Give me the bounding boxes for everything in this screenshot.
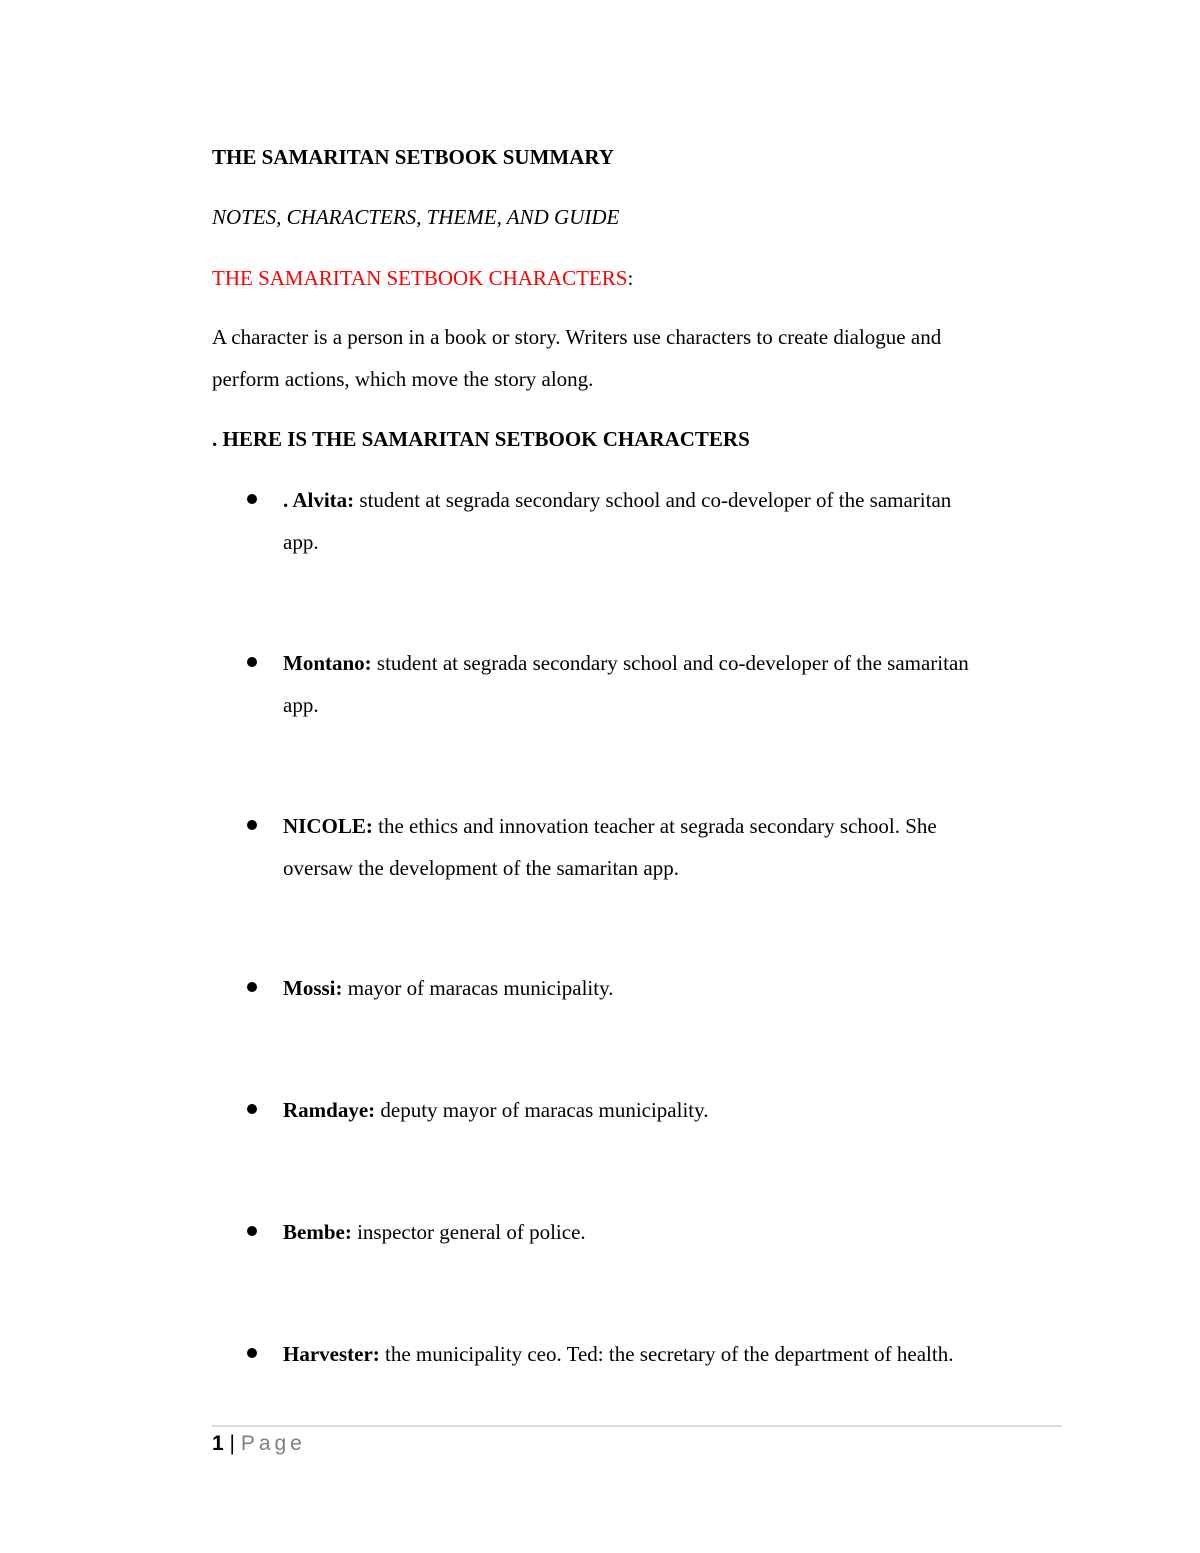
character-name: Ramdaye: — [283, 1098, 376, 1122]
footer-separator: | — [223, 1432, 241, 1455]
bullet-icon — [247, 494, 257, 504]
character-name: Bembe: — [283, 1220, 352, 1244]
character-description: inspector general of police. — [351, 1220, 586, 1244]
character-description: deputy mayor of maracas municipality. — [375, 1098, 709, 1122]
section-heading-colon: : — [627, 266, 634, 290]
intro-paragraph-line-2: perform actions, which move the story along. — [212, 367, 594, 391]
bullet-icon — [247, 657, 257, 667]
footer-divider — [212, 1425, 1062, 1427]
character-entry-line-1 — [283, 814, 937, 838]
bullet-icon — [247, 1348, 257, 1358]
character-entry-line-1 — [283, 1220, 586, 1244]
character-name: Alvita: — [292, 488, 355, 512]
bullet-icon — [247, 1226, 257, 1236]
intro-paragraph-line-1: A character is a person in a book or story. Writers use characters to create dialogue and — [212, 325, 942, 349]
character-list-heading: . HERE IS THE SAMARITAN SETBOOK CHARACTERS — [212, 427, 750, 451]
section-heading — [212, 266, 633, 290]
document-subtitle: NOTES, CHARACTERS, THEME, AND GUIDE — [212, 205, 620, 229]
character-description: the municipality ceo. Ted: the secretary of the department of health. — [379, 1342, 954, 1366]
character-name: Mossi: — [283, 976, 343, 1000]
character-entry-line-1 — [283, 1098, 709, 1122]
character-entry-line-1 — [283, 1342, 953, 1366]
character-entry-line-2: app. — [283, 530, 319, 554]
character-description: the ethics and innovation teacher at segrada secondary school. She — [372, 814, 937, 838]
character-entry-line-1 — [283, 651, 969, 675]
character-prefix: . — [283, 488, 293, 512]
character-name: NICOLE: — [283, 814, 373, 838]
character-entry-line-2: oversaw the development of the samaritan app. — [283, 856, 679, 880]
bullet-icon — [247, 820, 257, 830]
character-description: mayor of maracas municipality. — [342, 976, 614, 1000]
character-entry-line-1 — [283, 488, 951, 512]
character-entry-line-2: app. — [283, 693, 319, 717]
page-label: Page — [240, 1432, 306, 1455]
section-heading-text: THE SAMARITAN SETBOOK CHARACTERS — [212, 266, 628, 290]
character-entry-line-1 — [283, 976, 613, 1000]
character-name: Harvester: — [283, 1342, 380, 1366]
character-name: Montano: — [283, 651, 372, 675]
document-title: THE SAMARITAN SETBOOK SUMMARY — [212, 145, 614, 169]
character-description: student at segrada secondary school and co-developer of the samaritan — [354, 488, 952, 512]
character-description: student at segrada secondary school and co-developer of the samaritan — [371, 651, 969, 675]
page-number: 1 — [212, 1432, 224, 1455]
bullet-icon — [247, 1104, 257, 1114]
bullet-icon — [247, 982, 257, 992]
page-footer — [212, 1432, 306, 1456]
